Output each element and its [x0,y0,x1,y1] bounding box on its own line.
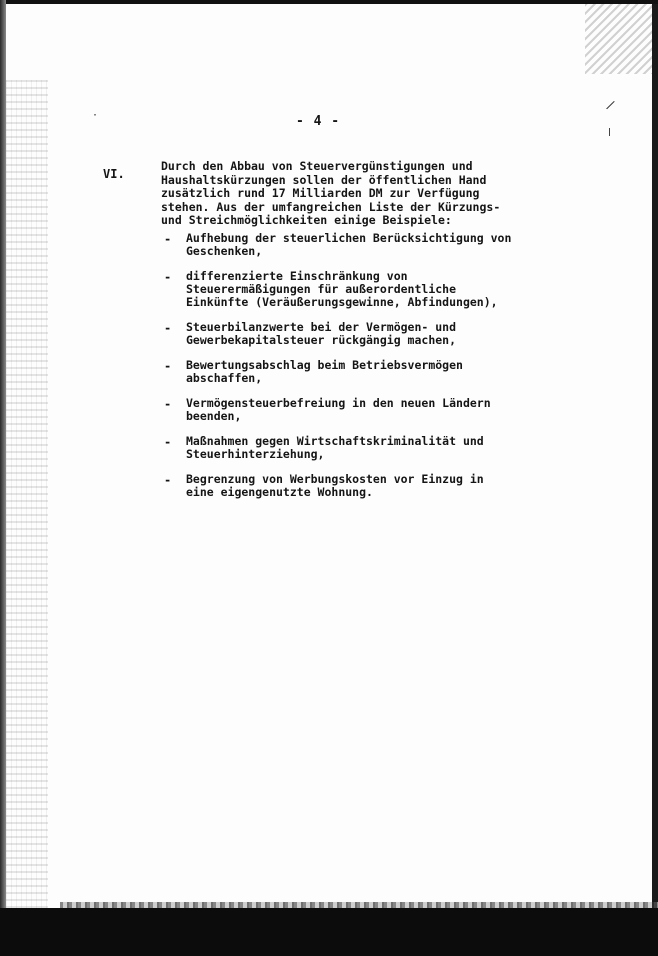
intro-line: und Streichmöglichkeiten einige Beispiele: [161,213,452,227]
list-item [164,435,564,461]
scan-border-bottom [0,908,658,956]
bullet-line: eine eigengenutzte Wohnung. [186,485,373,499]
section-number: VI. [103,167,125,181]
stray-mark [609,128,610,136]
section-intro [161,160,551,228]
list-item [164,397,564,423]
list-item [164,321,564,347]
bullet-list [164,232,564,511]
bullet-line: Steuerbilanzwerte bei der Vermögen- und [186,320,457,334]
bullet-line: Bewertungsabschlag beim Betriebsvermögen [186,358,463,372]
bullet-line: Gewerbekapitalsteuer rückgängig machen, [186,333,457,347]
intro-line: Durch den Abbau von Steuervergünstigungen und [161,159,473,173]
scan-border-right [652,4,658,908]
bullet-line: Steuerhinterziehung, [186,447,325,461]
scan-noise-left [6,80,48,910]
bullet-marker: - [164,473,172,487]
list-item [164,359,564,385]
list-item [164,473,564,499]
bullet-line: Geschenken, [186,244,263,258]
intro-line: Haushaltskürzungen sollen der öffentlichen Hand [161,172,487,187]
bullet-line: beenden, [186,409,242,423]
bullet-line: Steuerermäßigungen für außerordentliche [186,282,457,296]
bullet-line: Aufhebung der steuerlichen Berücksichtigung von [186,231,512,245]
bullet-marker: - [164,321,172,335]
bullet-marker: - [164,435,172,449]
bullet-marker: - [164,270,172,284]
bullet-marker: - [164,359,172,373]
bullet-line: Einkünfte (Veräußerungsgewinne, Abfindungen), [186,295,498,309]
stray-mark: / [604,97,617,113]
scan-noise-corner [585,4,658,74]
list-item [164,232,564,258]
scan-border-top [0,0,658,4]
intro-line: zusätzlich rund 17 Milliarden DM zur Verfügung [161,186,480,200]
bullet-line: Begrenzung von Werbungskosten vor Einzug in [186,472,484,486]
bullet-line: differenzierte Einschränkung von [186,269,408,283]
list-item [164,270,564,309]
bullet-marker: - [164,397,172,411]
page-number: - 4 - [296,114,341,129]
bullet-line: Vermögensteuerbefreiung in den neuen Ländern [186,396,491,410]
stray-mark: · [92,110,99,121]
intro-line: stehen. Aus der umfangreichen Liste der Kürzungs- [161,199,501,214]
bullet-line: Maßnahmen gegen Wirtschaftskriminalität und [186,434,484,448]
bullet-marker: - [164,232,172,246]
bullet-line: abschaffen, [186,371,263,385]
